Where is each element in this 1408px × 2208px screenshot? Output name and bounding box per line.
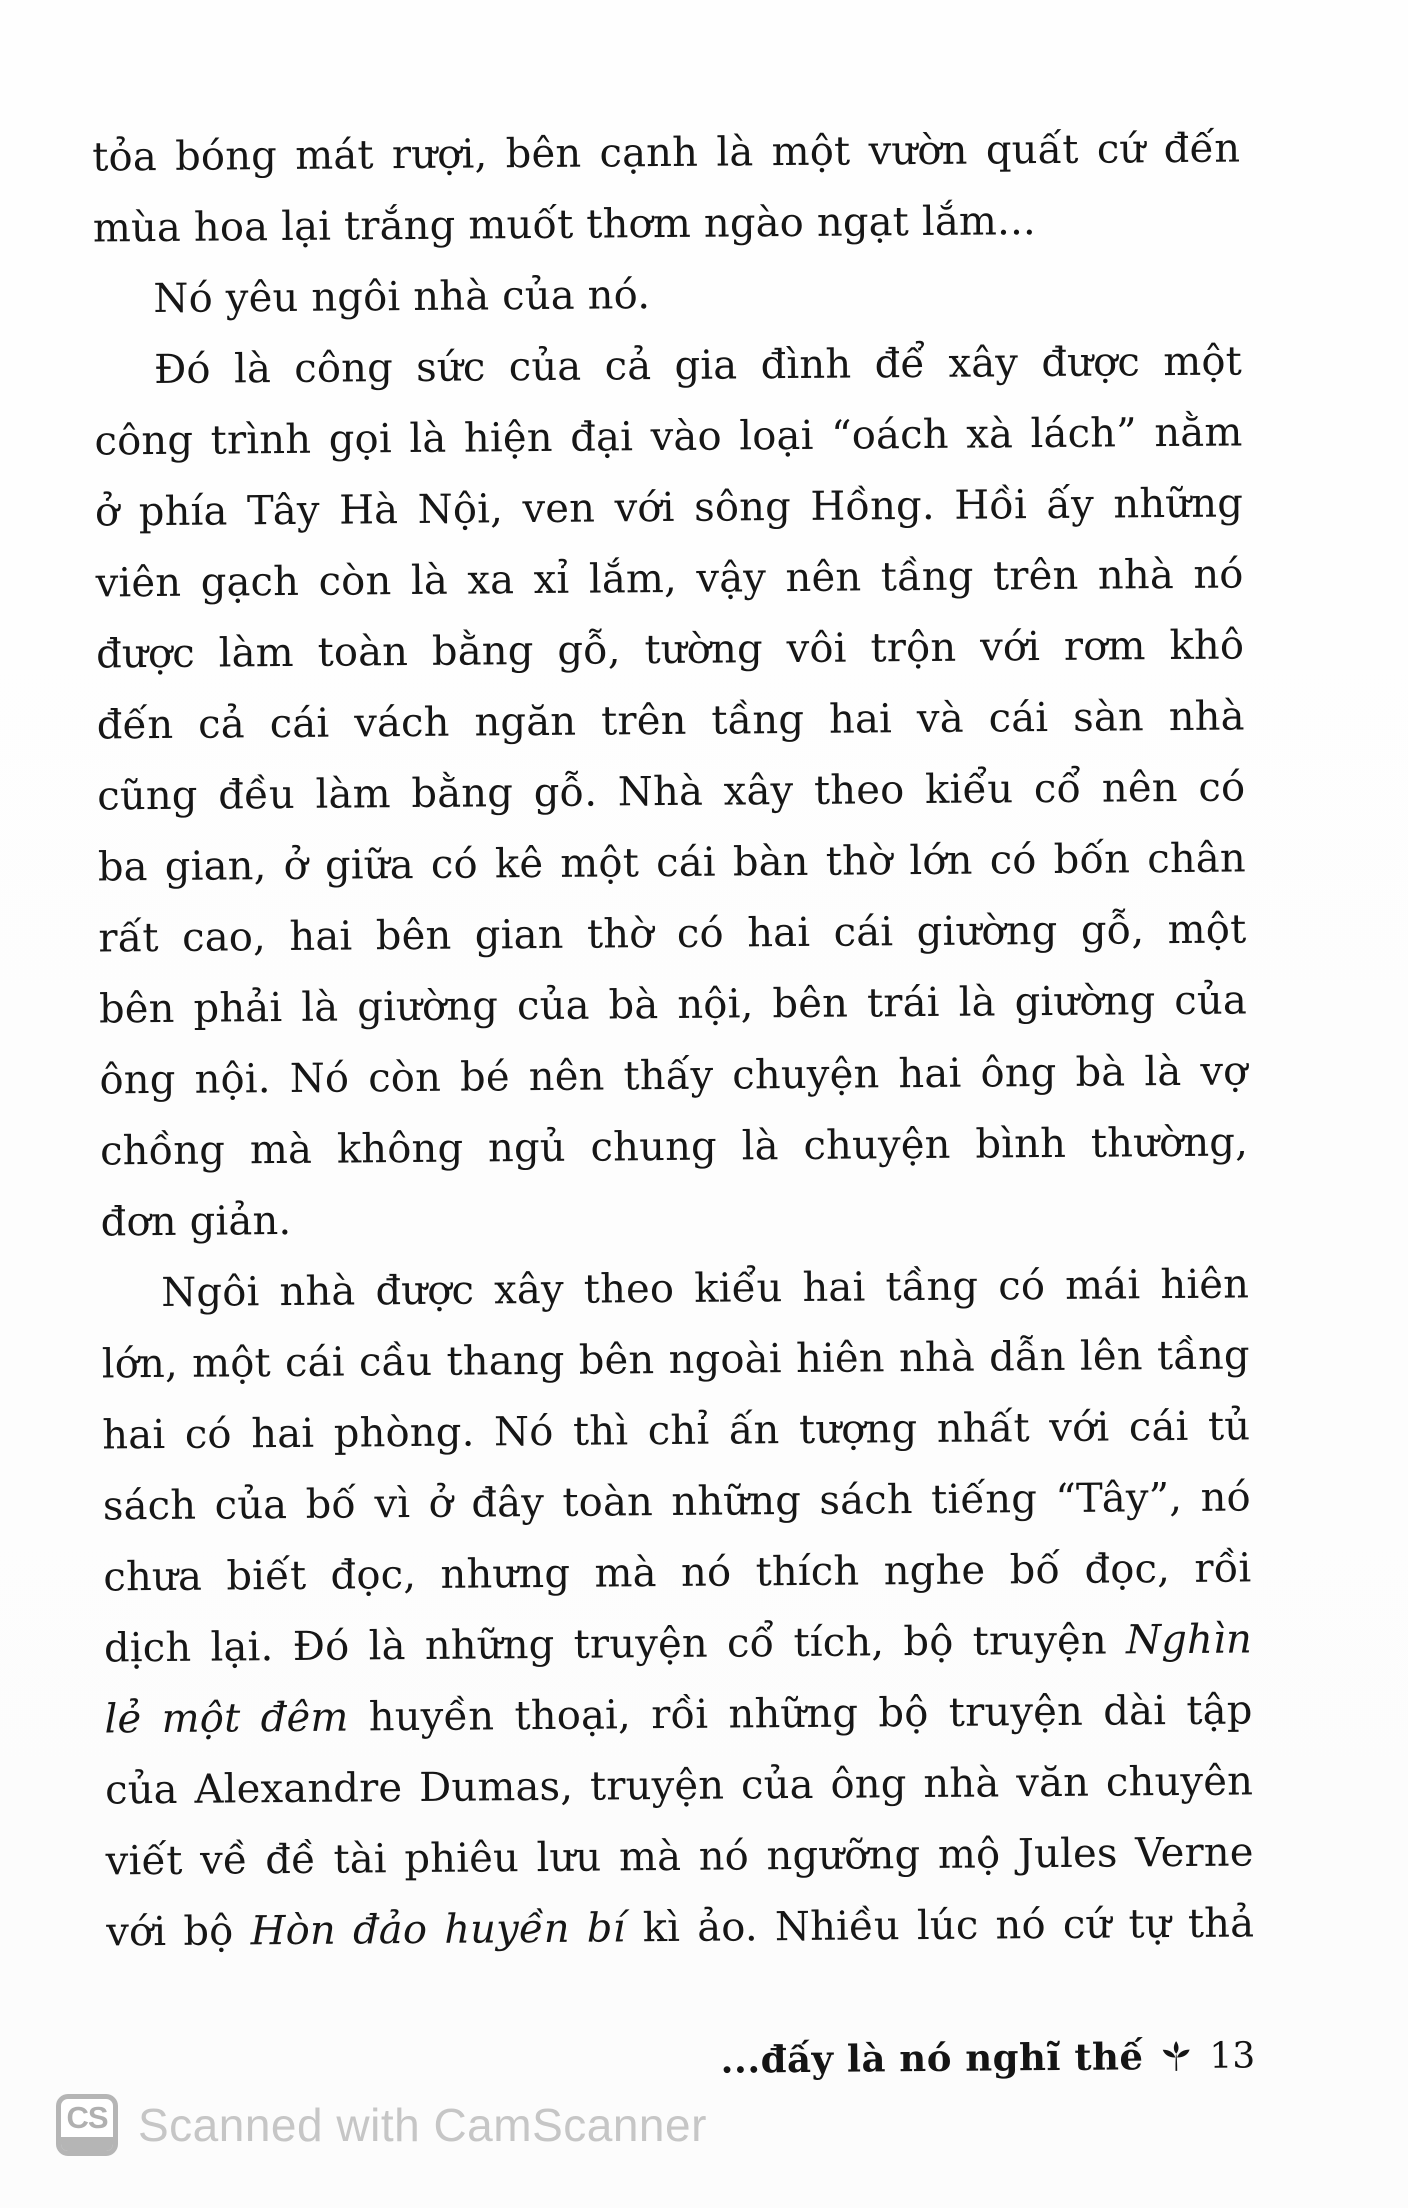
text-line: mùa hoa lại trắng muốt thơm ngào ngạt lắm... <box>92 198 1036 252</box>
leaf-icon <box>1159 2039 1193 2073</box>
body-text <box>92 113 1254 1968</box>
text-line: ba gian, ở giữa có kê một cái bàn thờ lớn có bốn chân <box>97 835 1247 891</box>
text-line: ở phía Tây Hà Nội, ven với sông Hồng. Hồi ấy những <box>94 480 1244 536</box>
text-line: Nó yêu ngôi nhà của nó. <box>153 272 651 323</box>
camscanner-label: Scanned with CamScanner <box>138 2099 707 2151</box>
text-line: ông nội. Nó còn bé nên thấy chuyện hai ông bà là vợ <box>99 1048 1248 1104</box>
page-number: 13 <box>1209 2034 1256 2077</box>
camscanner-logo-text: CS <box>66 2100 108 2135</box>
text-line: dịch lại. Đó là những truyện cổ tích, bộ truyện Nghìn <box>103 1616 1253 1672</box>
text-line: đơn giản. <box>100 1197 292 1246</box>
text-line: đến cả cái vách ngăn trên tầng hai và cái sàn nhà <box>96 693 1245 749</box>
text-line: cũng đều làm bằng gỗ. Nhà xây theo kiểu cổ nên có <box>97 764 1246 820</box>
text-line: Đó là công sức của cả gia đình để xây được một <box>153 338 1243 394</box>
page-content <box>92 113 1255 2086</box>
camscanner-logo-icon <box>56 2094 118 2156</box>
text-line: Ngôi nhà được xây theo kiểu hai tầng có mái hiên <box>161 1261 1250 1317</box>
camscanner-logo-bar <box>61 2137 113 2151</box>
page-footer <box>107 2033 1255 2086</box>
text-line: bên phải là giường của bà nội, bên trái là giường của <box>98 977 1248 1033</box>
text-line: lẻ một đêm huyền thoại, rồi những bộ truyện dài tập <box>104 1687 1253 1743</box>
text-line: chưa biết đọc, nhưng mà nó thích nghe bố đọc, rồi <box>103 1545 1252 1601</box>
text-line: rất cao, hai bên gian thờ có hai cái giường gỗ, một <box>98 906 1247 962</box>
footer-tagline: ...đấy là nó nghĩ thế <box>720 2034 1144 2082</box>
text-line: của Alexandre Dumas, truyện của ông nhà văn chuyên <box>104 1758 1254 1814</box>
text-line: công trình gọi là hiện đại vào loại “oách xà lách” nằm <box>94 409 1243 465</box>
text-line: với bộ Hòn đảo huyền bí kì ảo. Nhiều lúc nó cứ tự thả <box>106 1900 1255 1956</box>
text-line: chồng mà không ngủ chung là chuyện bình thường, <box>99 1119 1249 1175</box>
text-line: sách của bố vì ở đây toàn những sách tiếng “Tây”, nó <box>102 1474 1252 1530</box>
text-line: viết về đề tài phiêu lưu mà nó ngưỡng mộ Jules Verne <box>105 1829 1254 1885</box>
text-line: tỏa bóng mát rượi, bên cạnh là một vườn quất cứ đến <box>92 125 1241 181</box>
camscanner-watermark <box>56 2094 707 2156</box>
text-line: hai có hai phòng. Nó thì chỉ ấn tượng nhất với cái tủ <box>102 1403 1251 1459</box>
text-line: được làm toàn bằng gỗ, tường vôi trộn với rơm khô <box>96 622 1245 678</box>
text-line: viên gạch còn là xa xỉ lắm, vậy nên tầng trên nhà nó <box>95 551 1244 607</box>
text-line: lớn, một cái cầu thang bên ngoài hiên nhà dẫn lên tầng <box>101 1332 1250 1388</box>
